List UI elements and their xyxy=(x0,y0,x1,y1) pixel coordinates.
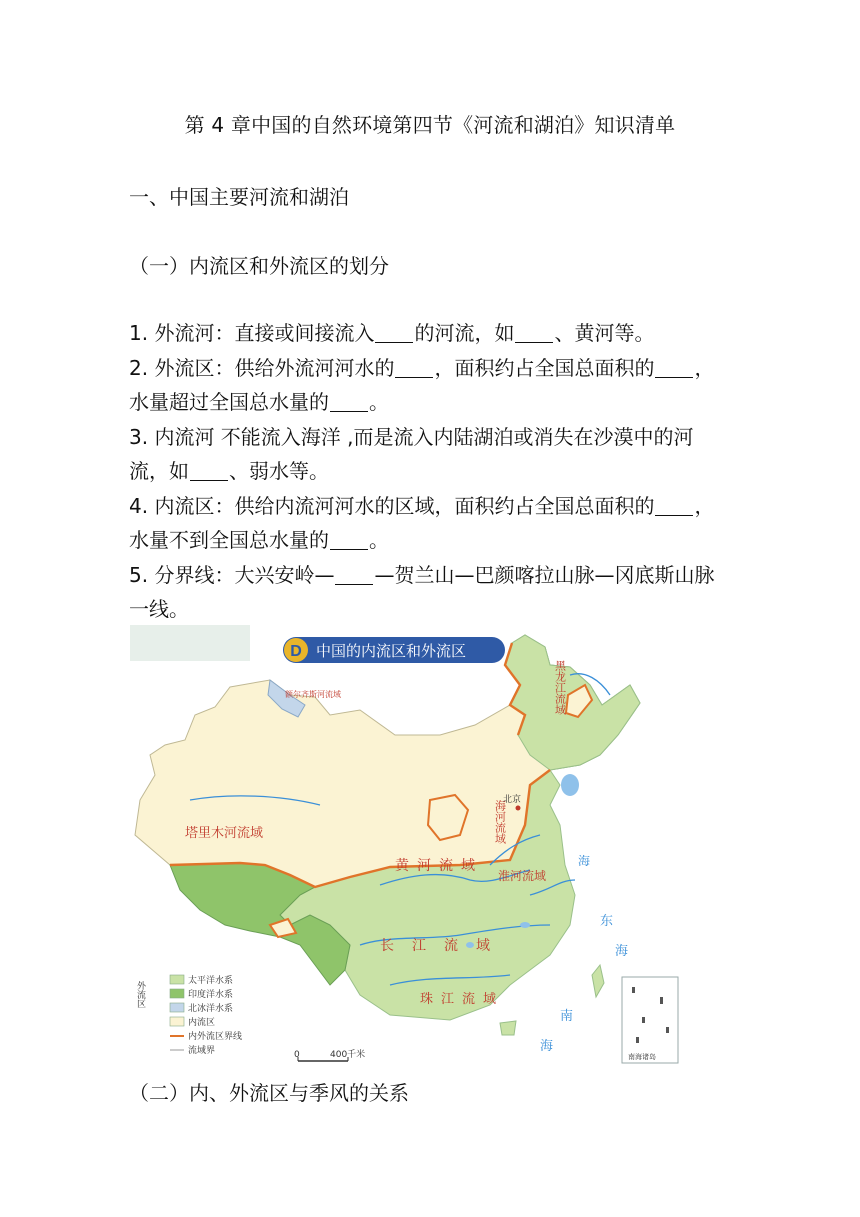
legend-item: 北冰洋水系 xyxy=(188,1004,234,1014)
label-zhujiang: 珠江流域 xyxy=(420,992,505,1007)
label-huanghe: 黄河流域 xyxy=(395,858,483,874)
list-item-1: 1. 外流河：直接或间接流入 的河流，如 、黄河等。 xyxy=(129,321,655,345)
fill-blank xyxy=(395,357,433,378)
sea-label-3: 海 xyxy=(615,944,629,959)
sea-label-1: 海 xyxy=(578,854,591,868)
subsection-heading-2: （二）内、外流区与季风的关系 xyxy=(129,1081,409,1105)
item-list xyxy=(129,316,733,627)
map-badge-letter: D xyxy=(290,643,302,660)
fill-blank xyxy=(190,460,228,481)
sea-label-4: 南 xyxy=(560,1009,574,1024)
list-item-4: 4. 内流区：供给内流河河水的区域，面积约占全国总面积的 ，水量不到全国总水量的 。 xyxy=(129,493,715,552)
label-heilong: 黑龙江流域 xyxy=(553,660,567,715)
sea-label-2: 东 xyxy=(600,914,614,929)
label-haihe: 海河流域 xyxy=(493,800,507,844)
svg-text:400千米: 400千米 xyxy=(330,1050,366,1060)
page-title: 第 4 章中国的自然环境第四节《河流和湖泊》知识清单 xyxy=(184,113,676,137)
label-erqis: 额尔齐斯河流域 xyxy=(285,690,341,699)
fill-blank xyxy=(335,564,373,585)
list-item-2: 2. 外流区：供给外流河河水的 ，面积约占全国总面积的 ，水量超过全国总水量的 。 xyxy=(129,355,715,414)
scale-bar xyxy=(294,1048,365,1061)
fill-blank xyxy=(330,391,368,412)
section-heading: 一、中国主要河流和湖泊 xyxy=(129,185,349,209)
list-item-3: 3. 内流河 不能流入海洋 ,而是流入内陆湖泊或消失在沙漠中的河流，如 、弱水等。 xyxy=(129,424,694,483)
label-beijing: 北京 xyxy=(503,795,522,805)
hainan xyxy=(500,1021,516,1035)
label-tarim: 塔里木河流域 xyxy=(185,826,264,841)
nanhai-label: 南海诸岛 xyxy=(628,1053,656,1061)
map-title: 中国的内流区和外流区 xyxy=(316,642,467,660)
legend-group-label: 外流区 xyxy=(135,981,145,1008)
fill-blank xyxy=(330,529,368,550)
label-changjiang: 长江流域 xyxy=(380,938,508,954)
svg-text:0: 0 xyxy=(294,1050,300,1060)
legend-item: 太平洋水系 xyxy=(188,976,234,986)
fill-blank xyxy=(515,322,553,343)
fill-blank xyxy=(655,357,693,378)
taiwan xyxy=(592,965,604,997)
map-legend xyxy=(135,974,242,1056)
label-huaihe: 淮河流域 xyxy=(498,869,547,883)
fill-blank xyxy=(375,322,413,343)
gray-overlay-box xyxy=(130,625,250,661)
legend-item: 流域界 xyxy=(188,1046,216,1056)
legend-item: 内外流区界线 xyxy=(188,1032,243,1042)
beijing-dot xyxy=(516,806,521,811)
fill-blank xyxy=(655,495,693,516)
subsection-heading: （一）内流区和外流区的划分 xyxy=(129,254,389,278)
nanhai-inset xyxy=(622,977,678,1063)
list-item-5: 5. 分界线：大兴安岭— —贺兰山—巴颜喀拉山脉—冈底斯山脉一线。 xyxy=(129,562,715,621)
china-drainage-map xyxy=(130,625,682,1070)
sea-label-5: 海 xyxy=(540,1039,554,1054)
legend-item: 印度洋水系 xyxy=(188,990,234,1000)
legend-item: 内流区 xyxy=(188,1018,216,1028)
